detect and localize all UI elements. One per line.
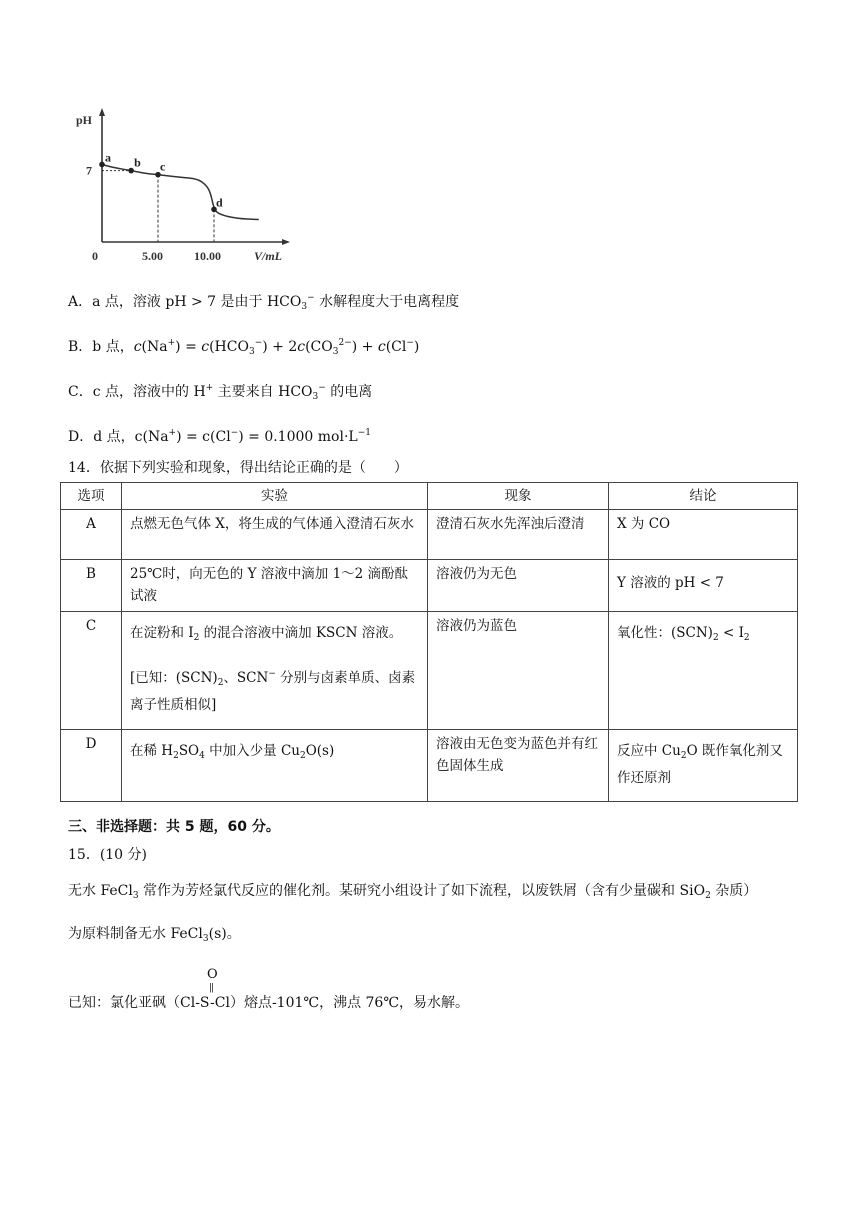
row-a-option: A — [61, 510, 122, 560]
row-a-phenomenon: 澄清石灰水先浑浊后澄清 — [428, 510, 609, 560]
row-c-phenomenon: 溶液仍为蓝色 — [428, 612, 609, 730]
header-conclusion: 结论 — [609, 483, 798, 510]
data-point-label-b: b — [134, 155, 141, 170]
q15-number: 15．(10 分) — [68, 847, 148, 863]
data-point-a — [99, 162, 105, 168]
row-d-experiment: 在稀 $H_2SO_4$ 中加入少量 $Cu_2O(s)$ — [122, 730, 428, 802]
row-d-option: D — [61, 730, 122, 802]
row-c-option: C — [61, 612, 122, 730]
header-option: 选项 — [61, 483, 122, 510]
formula-main: Cl-S-Cl — [180, 995, 230, 1011]
table-row — [61, 510, 798, 560]
formula-double-bond: || — [209, 983, 214, 993]
q13-option-d: D．d 点，c(Na+) = c(Cl−) = 0.1000 $mol\cdot L^{-1}$ — [68, 428, 371, 445]
q13-option-c: C．c 点，溶液中的 H+ 主要来自 $HCO_3^-$ 的电离 — [68, 383, 373, 402]
data-point-label-c: c — [160, 159, 166, 174]
row-c-exp-line2: [已知：$(SCN)_2$、SCN− 分别与卤素单质、卤素离子性质相似] — [130, 669, 416, 713]
q13-option-a: A．a 点，溶液 pH > 7 是由于 $HCO_3^-$ 水解程度大于电离程度 — [68, 293, 460, 312]
q15-line2: 为原料制备无水 FeCl$_3$(s)。 — [68, 926, 241, 944]
q14-header-row — [61, 483, 798, 510]
row-a-conclusion: X 为 CO — [609, 510, 798, 560]
x-axis-arrow — [282, 239, 290, 245]
row-c-exp-line1: 在淀粉和 $I_2$ 的混合溶液中滴加 KSCN 溶液。 — [130, 625, 403, 643]
x-tick-label: 5.00 — [142, 249, 163, 263]
thionyl-chloride-formula — [180, 967, 230, 1011]
q14-table — [60, 482, 798, 802]
row-b-conclusion: Y 溶液的 pH < 7 — [609, 560, 798, 612]
row-a-experiment: 点燃无色气体 X，将生成的气体通入澄清石灰水 — [122, 510, 428, 560]
header-experiment: 实验 — [122, 483, 428, 510]
q15-known — [68, 967, 469, 1012]
table-row — [61, 612, 798, 730]
data-point-label-a: a — [105, 150, 111, 165]
row-b-option: B — [61, 560, 122, 612]
x-tick-label: 10.00 — [194, 249, 221, 263]
formula-oxygen: O — [207, 967, 218, 982]
row-d-phenomenon: 溶液由无色变为蓝色并有红色固体生成 — [428, 730, 609, 802]
y-axis-arrow — [99, 108, 105, 116]
data-point-label-d: d — [216, 195, 223, 210]
chart-layer — [76, 108, 290, 263]
titration-curve — [102, 164, 259, 219]
known-prefix: 已知：氯化亚砜（ — [68, 995, 180, 1011]
data-point-b — [128, 168, 134, 174]
row-c-conclusion: 氧化性：$(SCN)_2 < I_2$ — [609, 612, 798, 730]
header-phenomenon: 现象 — [428, 483, 609, 510]
q15-line1: 无水 FeCl$_3$ 常作为芳烃氯代反应的催化剂。某研究小组设计了如下流程，以废铁屑（含有少量碳和 SiO$_2$ 杂质） — [68, 883, 758, 901]
row-c-experiment — [122, 612, 428, 730]
row-b-phenomenon: 溶液仍为无色 — [428, 560, 609, 612]
y-tick-label: 7 — [86, 163, 92, 178]
table-row — [61, 560, 798, 612]
table-row — [61, 730, 798, 802]
y-axis-label: pH — [76, 113, 93, 127]
row-d-conclusion: 反应中 $Cu_2O$ 既作氧化剂又作还原剂 — [609, 730, 798, 802]
known-suffix: ）熔点-101℃，沸点 76℃，易水解。 — [229, 995, 469, 1011]
section-3-heading: 三、非选择题：共 5 题，60 分。 — [68, 819, 280, 835]
q14-stem: 14．依据下列实验和现象，得出结论正确的是（ ） — [68, 460, 408, 476]
titration-chart — [70, 100, 330, 270]
q13-option-b: B．b 点，$c(Na^+) = c(HCO_3^-) + 2c(CO_3^{2-}) + c(Cl^-)$ — [68, 338, 420, 357]
x-axis-label: V/mL — [254, 249, 283, 263]
row-b-experiment: 25℃时，向无色的 Y 溶液中滴加 1～2 滴酚酞试液 — [122, 560, 428, 612]
x-tick-label: 0 — [92, 249, 98, 263]
